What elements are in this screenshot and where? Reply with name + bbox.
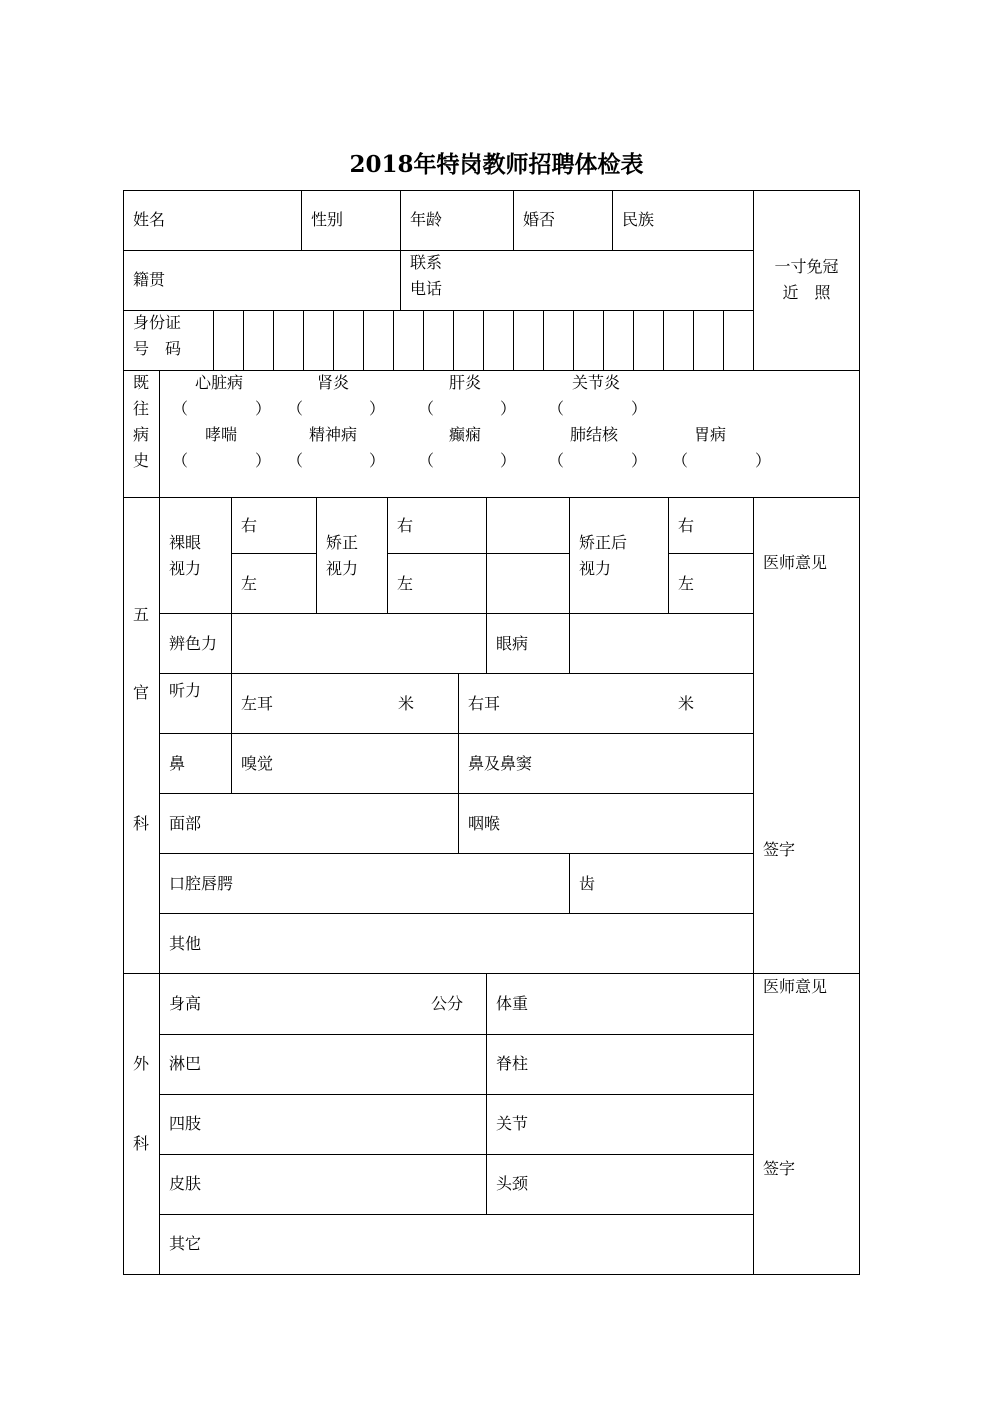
corrected-left: 左: [397, 574, 414, 593]
disease-hepatitis: 肝炎: [449, 373, 482, 392]
face-label: 面部: [169, 814, 202, 833]
surgery-label-char: 科: [133, 1134, 150, 1153]
paren-open: （: [548, 399, 565, 418]
disease-asthma: 哮喘: [205, 425, 238, 444]
paren-open: （: [672, 451, 689, 470]
skin-label: 皮肤: [169, 1174, 202, 1193]
hearing-label: 听力: [169, 681, 202, 700]
disease-tuberculosis: 肺结核: [570, 425, 619, 444]
after-right: 右: [678, 516, 695, 535]
disease-epilepsy: 癫痫: [449, 425, 482, 444]
paren-close: ）: [755, 451, 772, 470]
age-label: 年龄: [410, 210, 443, 229]
ethnicity-label: 民族: [622, 210, 655, 229]
disease-stomach: 胃病: [694, 425, 727, 444]
paren-close: ）: [369, 399, 386, 418]
left-ear-label: 左耳: [241, 694, 274, 713]
paren-open: （: [287, 399, 304, 418]
mouth-label: 口腔唇腭: [169, 874, 234, 893]
ent-label-char: 科: [133, 814, 150, 833]
left-ear-unit: 米: [398, 694, 415, 713]
paren-open: （: [287, 451, 304, 470]
ent-label-char: 五: [133, 605, 150, 624]
id-label-line2: 号 码: [133, 339, 182, 358]
eye-disease-label: 眼病: [496, 634, 529, 653]
disease-psychosis: 精神病: [309, 425, 358, 444]
after-left: 左: [678, 574, 695, 593]
paren-open: （: [418, 451, 435, 470]
ent-other-label: 其他: [169, 934, 202, 953]
after-correction-line2: 视力: [579, 559, 612, 578]
naked-right: 右: [241, 516, 258, 535]
naked-vision-line1: 裸眼: [169, 533, 202, 552]
right-ear-label: 右耳: [468, 694, 501, 713]
phone-label-line2: 电话: [410, 279, 443, 298]
naked-left: 左: [241, 574, 258, 593]
limbs-label: 四肢: [169, 1114, 202, 1133]
after-correction-line1: 矫正后: [579, 533, 628, 552]
history-label-char: 往: [133, 399, 150, 418]
paren-close: ）: [255, 451, 272, 470]
disease-heart: 心脏病: [195, 373, 244, 392]
paren-close: ）: [631, 451, 648, 470]
color-vision-label: 辨色力: [169, 634, 218, 653]
history-label-char: 病: [133, 425, 150, 444]
paren-close: ）: [500, 399, 517, 418]
name-label: 姓名: [133, 210, 166, 229]
paren-close: ）: [631, 399, 648, 418]
surgery-label-char: 外: [133, 1054, 150, 1073]
native-place-label: 籍贯: [133, 270, 166, 289]
photo-label-line2: 近 照: [782, 283, 831, 302]
teeth-label: 齿: [579, 874, 596, 893]
naked-vision-line2: 视力: [169, 559, 202, 578]
paren-open: （: [548, 451, 565, 470]
paren-close: ）: [500, 451, 517, 470]
corrected-line1: 矫正: [326, 533, 359, 552]
lymph-label: 淋巴: [169, 1054, 202, 1073]
nose-sinus-label: 鼻及鼻窦: [468, 754, 533, 773]
smell-label: 嗅觉: [241, 754, 274, 773]
paren-close: ）: [369, 451, 386, 470]
surgery-other-label: 其它: [169, 1234, 202, 1253]
paren-open: （: [418, 399, 435, 418]
paren-open: （: [172, 451, 189, 470]
right-ear-unit: 米: [678, 694, 695, 713]
id-label-line1: 身份证: [133, 313, 182, 332]
paren-close: ）: [255, 399, 272, 418]
throat-label: 咽喉: [468, 814, 501, 833]
disease-arthritis: 关节炎: [572, 373, 621, 392]
weight-label: 体重: [496, 994, 529, 1013]
photo-label-line1: 一寸免冠: [774, 257, 839, 276]
page-title: 2018年特岗教师招聘体检表: [349, 151, 644, 178]
paren-open: （: [172, 399, 189, 418]
history-label-char: 既: [133, 373, 150, 392]
joints-label: 关节: [496, 1114, 529, 1133]
height-label: 身高: [169, 994, 202, 1013]
surgery-signature: 签字: [763, 1159, 796, 1178]
height-unit: 公分: [431, 994, 464, 1013]
ent-label-char: 官: [133, 683, 150, 702]
history-label-char: 史: [133, 451, 150, 470]
gender-label: 性别: [311, 210, 344, 229]
spine-label: 脊柱: [496, 1054, 529, 1073]
phone-label-line1: 联系: [410, 253, 443, 272]
ent-signature: 签字: [763, 840, 796, 859]
disease-nephritis: 肾炎: [317, 373, 350, 392]
head-neck-label: 头颈: [496, 1174, 529, 1193]
surgery-doctor-opinion: 医师意见: [763, 977, 828, 996]
corrected-line2: 视力: [326, 559, 359, 578]
nose-label: 鼻: [169, 754, 186, 773]
marital-label: 婚否: [523, 210, 556, 229]
ent-doctor-opinion: 医师意见: [763, 553, 828, 572]
corrected-right: 右: [397, 516, 414, 535]
